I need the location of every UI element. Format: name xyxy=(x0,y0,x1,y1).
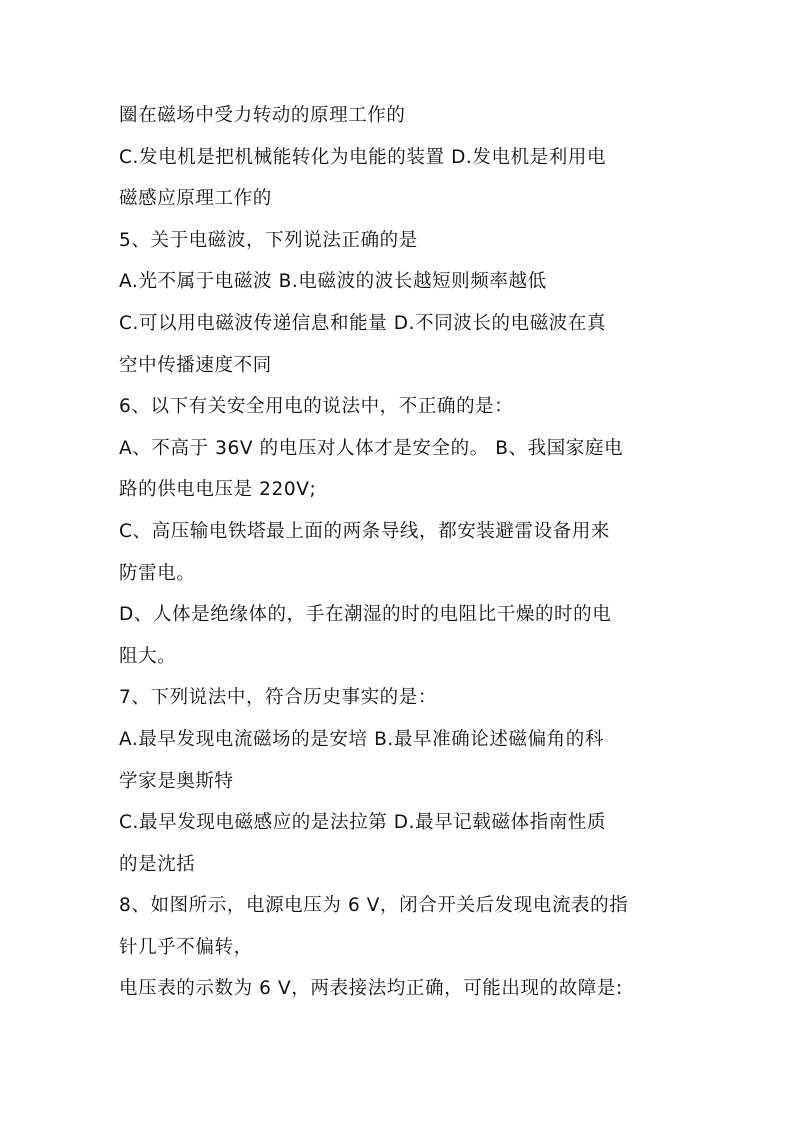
text-line: C.最早发现电磁感应的是法拉第 D.最早记载磁体指南性质 xyxy=(119,812,607,834)
text-line: 磁感应原理工作的 xyxy=(119,188,272,210)
text-line: C.可以用电磁波传递信息和能量 D.不同波长的电磁波在真 xyxy=(119,312,607,334)
question-5-title: 5、关于电磁波，下列说法正确的是 xyxy=(119,229,418,251)
text-line: 学家是奥斯特 xyxy=(119,770,234,792)
text-line: 电压表的示数为 6 V，两表接法均正确，可能出现的故障是: xyxy=(119,978,623,1000)
text-line: 空中传播速度不同 xyxy=(119,354,272,376)
text-line: A.光不属于电磁波 B.电磁波的波长越短则频率越低 xyxy=(119,271,547,293)
text-line: A.最早发现电流磁场的是安培 B.最早准确论述磁偏角的科 xyxy=(119,728,604,750)
text-line: A、不高于 36V 的电压对人体才是安全的。 B、我国家庭电 xyxy=(119,437,624,459)
question-8-title: 8、如图所示，电源电压为 6 V，闭合开关后发现电流表的指 xyxy=(119,895,629,917)
text-line: 针几乎不偏转， xyxy=(119,936,253,958)
text-line: D、人体是绝缘体的，手在潮湿的时的电阻比干燥的时的电 xyxy=(119,604,612,626)
document-body xyxy=(119,95,694,1010)
text-line: C、高压输电铁塔最上面的两条导线，都安装避雷设备用来 xyxy=(119,520,611,542)
text-line: 阻大。 xyxy=(119,645,177,667)
text-line: 路的供电电压是 220V; xyxy=(119,479,317,501)
text-line: 防雷电。 xyxy=(119,562,196,584)
question-7-title: 7、下列说法中，符合历史事实的是： xyxy=(119,687,437,709)
text-line: C.发电机是把机械能转化为电能的装置 D.发电机是利用电 xyxy=(119,146,607,168)
question-6-title: 6、以下有关安全用电的说法中，不正确的是： xyxy=(119,396,514,418)
text-line: 的是沈括 xyxy=(119,853,196,875)
text-line: 圈在磁场中受力转动的原理工作的 xyxy=(119,105,406,126)
